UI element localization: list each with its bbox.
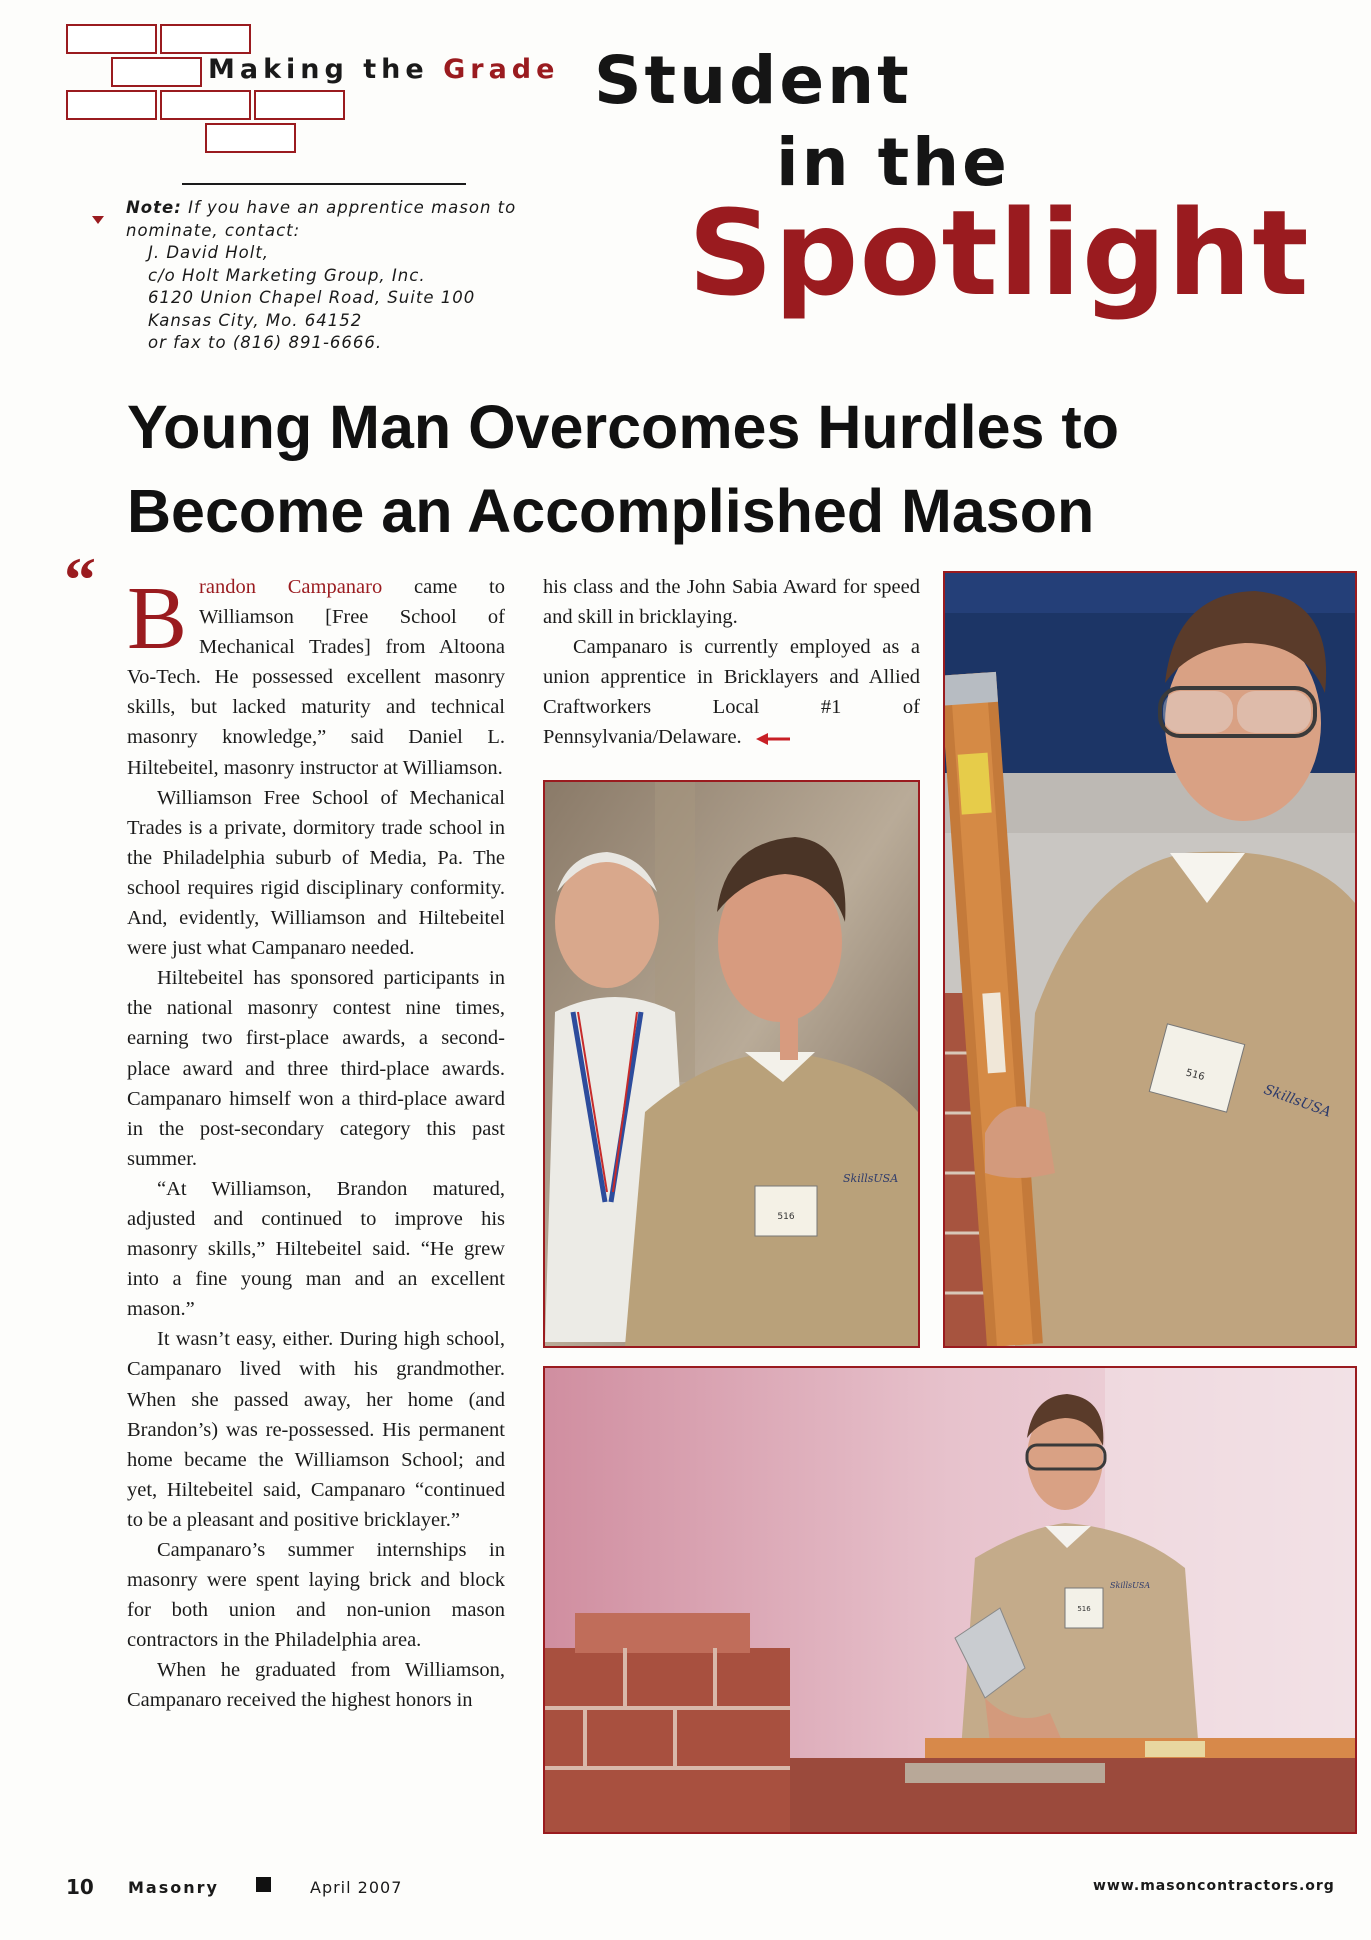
contact-company: c/o Holt Marketing Group, Inc. [148, 265, 426, 285]
end-of-story-arrow-icon [756, 732, 790, 746]
brick [254, 90, 345, 120]
brick [160, 24, 251, 54]
brick [66, 90, 157, 120]
badge-brand: SkillsUSA [843, 1172, 899, 1185]
paragraph [543, 632, 920, 752]
brick [111, 57, 202, 87]
separator-square-icon [256, 1877, 271, 1892]
photo-student-with-level [943, 571, 1357, 1348]
badge-number: 516 [1184, 1067, 1206, 1084]
note-text: If you have an apprentice mason to [188, 198, 517, 217]
paragraph: Williamson Free School of Mechanical Trades is a private, dormitory trade school in the Philadelphia suburb of Media, Pa. The school requires rigid disciplinary conformity. And, evidently, Williamson and Hiltebeitel were just what Campanaro needed. [127, 786, 505, 960]
paragraph: “At Williamson, Brandon matured, adjusted and continued to improve his masonry skills,” Hiltebeitel said. “He grew into a fine young man and an excellent mason.” [127, 1177, 505, 1321]
photo-student-with-level-image [945, 573, 1355, 1346]
brick [205, 123, 296, 153]
note-text: nominate, contact: [126, 220, 301, 240]
brick [66, 24, 157, 54]
lead-in: randon Campanaro [199, 576, 383, 598]
article-column-2 [543, 572, 920, 753]
divider [182, 183, 466, 185]
badge-number: 516 [1077, 1605, 1091, 1613]
paragraph-text: Campanaro is currently employed as a union apprentice in Bricklayers and Allied Craftworkers Local #1 of Pennsylvania/Delaware. [543, 636, 920, 749]
badge-brand: SkillsUSA [1261, 1081, 1334, 1121]
triangle-bullet-icon [92, 216, 104, 224]
contact-city: Kansas City, Mo. 64152 [148, 310, 363, 330]
paragraph [127, 569, 505, 783]
photo-instructor-and-student-image [545, 782, 918, 1346]
page-number: 10 [66, 1875, 94, 1899]
badge-brand: SkillsUSA [1110, 1581, 1151, 1590]
photo-instructor-and-student [543, 780, 920, 1348]
kicker-accent-text: Grade [443, 54, 560, 85]
note-label: Note: [126, 198, 182, 217]
headline-line-1: Student [594, 42, 912, 119]
paragraph: It wasn’t easy, either. During high school, Campanaro lived with his grandmother. When she passed away, her home (and Brandon’s) was re-possessed. His permanent home became the Williamson School; and yet, Hiltebeitel said, Campanaro “continued to be a pleasant and positive bricklayer.” [127, 1328, 505, 1531]
paragraph: Hiltebeitel has sponsored participants in the national masonry contest nine times, earning two first-place awards, a second-place award and three third-place awards. Campanaro himself won a third-place award in the post-secondary category this past summer. [127, 967, 505, 1170]
paragraph: his class and the John Sabia Award for speed and skill in bricklaying. [543, 576, 920, 629]
magazine-name: Masonry [128, 1878, 219, 1897]
kicker-text: Making the [208, 54, 429, 85]
brick [160, 90, 251, 120]
paragraph: Campanaro’s summer internships in masonry were spent laying brick and block for both union and non-union mason contractors in the Philadelphia area. [127, 1539, 505, 1652]
website-url: www.masoncontractors.org [1093, 1878, 1335, 1894]
article-column-1 [127, 569, 505, 1716]
headline-line-3: Spotlight [688, 184, 1310, 322]
issue-date: April 2007 [310, 1878, 403, 1897]
contact-street: 6120 Union Chapel Road, Suite 100 [148, 288, 476, 307]
drop-cap: B [127, 569, 188, 668]
contact-fax: or fax to (816) 891-6666. [148, 333, 383, 352]
badge-number: 516 [777, 1212, 795, 1222]
photo-student-laying-brick [543, 1366, 1357, 1834]
nomination-note [126, 197, 516, 355]
section-kicker [208, 54, 559, 85]
article-title: Young Man Overcomes Hurdles to Become an Accomplished Mason [127, 393, 1119, 545]
photo-student-laying-brick-image [545, 1368, 1355, 1832]
open-quote-mark: “ [64, 544, 96, 615]
contact-name: J. David Holt, [148, 243, 270, 262]
headline-line-2: in the [776, 124, 1010, 201]
paragraph: When he graduated from Williamson, Campanaro received the highest honors in [127, 1659, 505, 1712]
paragraph-text: came to Williamson [Free School of Mechanical Trades] from Altoona Vo-Tech. He possessed excellent masonry skills, but lacked maturity and technical masonry knowledge,” said Daniel L. Hiltebeitel, masonry instructor at Williamson. [127, 576, 505, 779]
